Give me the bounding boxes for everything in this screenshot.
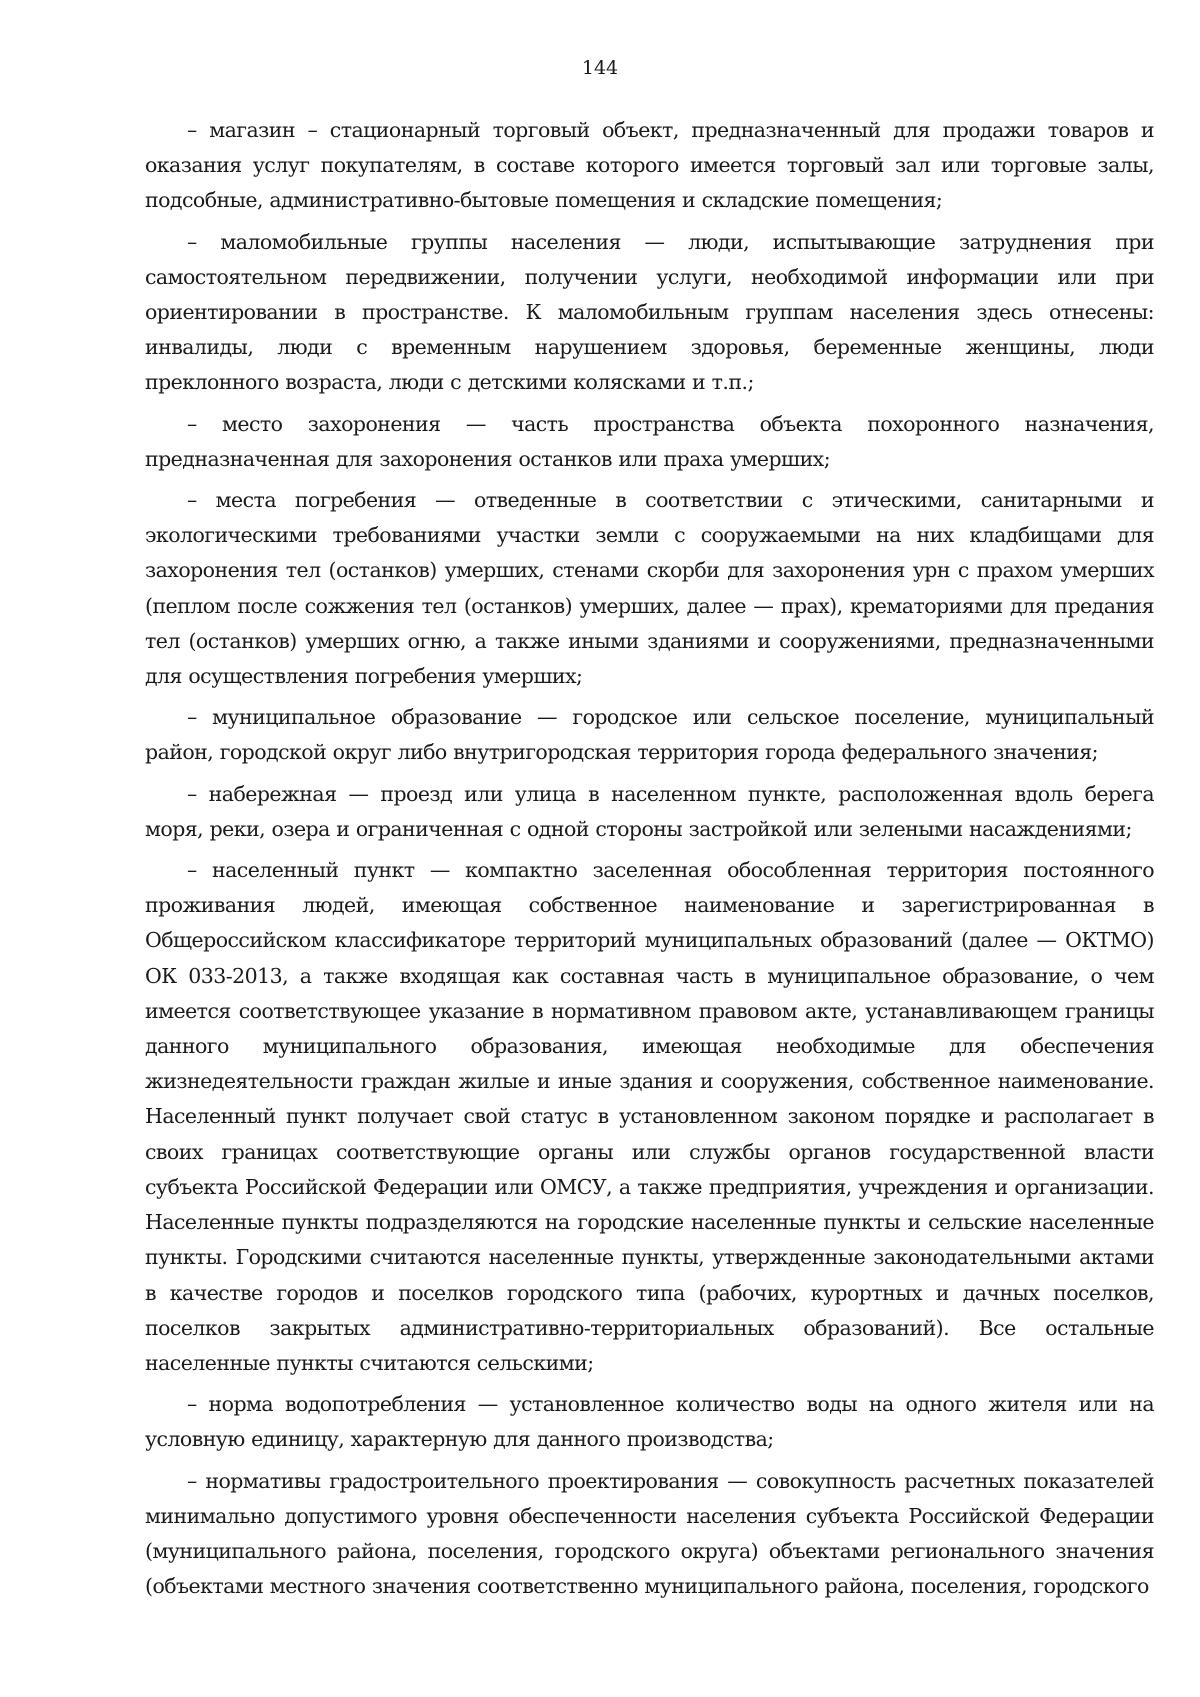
document-body xyxy=(145,113,1154,1610)
definition-malomobilnye-gruppy: – маломобильные группы населения — люди, испытывающие затруднения при самостоятельном передвижении, получении услуги, необходимой информации или при ориентировании в пространстве. К маломобильным группам населения здесь отнесены: инвалиды, люди с временным нарушением здоровья, беременные женщины, люди преклонного возраста, люди с детскими колясками и т.п.; xyxy=(145,229,1154,395)
definition-normativy-proektirovaniya: – нормативы градостроительного проектирования — совокупность расчетных показателей минимально допустимого уровня обеспеченности населения субъекта Российской Федерации (муниципального района, поселения, городского округа) объектами регионального значения (объектами местного значения соответственно муниципального района, поселения, городского xyxy=(145,1468,1154,1599)
definition-naselennyi-punkt: – населенный пункт — компактно заселенная обособленная территория постоянного проживания людей, имеющая собственное наименование и зарегистрированная в Общероссийском классификаторе территорий муниципальных образований (далее — ОКТМО) ОК 033-2013, а также входящая как составная часть в муниципальное образование, о чем имеется соответствующее указание в нормативном правовом акте, устанавливающем границы данного муниципального образования, имеющая необходимые для обеспечения жизнедеятельности граждан жилые и иные здания и сооружения, собственное наименование. Населенный пункт получает свой статус в установленном законом порядке и располагает в своих границах соответствующие органы или службы органов государственной власти субъекта Российской Федерации или ОМСУ, а также предприятия, учреждения и организации. Населенные пункты подразделяются на городские населенные пункты и сельские населенные пункты. Городскими считаются населенные пункты, утвержденные законодательными актами в качестве городов и поселков городского типа (рабочих, курортных и дачных поселков, поселков закрытых административно-территориальных образований). Все остальные населенные пункты считаются сельскими; xyxy=(145,858,1154,1375)
definition-magazin: – магазин – стационарный торговый объект, предназначенный для продажи товаров и оказания услуг покупателям, в составе которого имеется торговый зал или торговые залы, подсобные, административно-бытовые помещения и складские помещения; xyxy=(145,118,1154,213)
definition-norma-vodopotrebleniya: – норма водопотребления — установленное количество воды на одного жителя или на условную единицу, характерную для данного производства; xyxy=(145,1392,1154,1452)
page-number: 144 xyxy=(581,57,619,79)
definition-naberezhnaya: – набережная — проезд или улица в населенном пункте, расположенная вдоль берега моря, реки, озера и ограниченная с одной стороны застройкой или зелеными насаждениями; xyxy=(145,781,1154,841)
definition-munitsipalnoe-obrazovanie: – муниципальное образование — городское или сельское поселение, муниципальный район, городской округ либо внутригородская территория города федерального значения; xyxy=(145,705,1154,765)
definition-mesta-pogrebeniya: – места погребения — отведенные в соответствии с этическими, санитарными и экологическими требованиями участки земли с сооружаемыми на них кладбищами для захоронения тел (останков) умерших, стенами скорби для захоронения урн с прахом умерших (пеплом после сожжения тел (останков) умерших, далее — прах), крематориями для предания тел (останков) умерших огню, а также иными зданиями и сооружениями, предназначенными для осуществления погребения умерших; xyxy=(145,488,1154,689)
definition-mesto-zakhoroneniya: – место захоронения — часть пространства объекта похоронного назначения, предназначенная для захоронения останков или праха умерших; xyxy=(145,411,1154,471)
